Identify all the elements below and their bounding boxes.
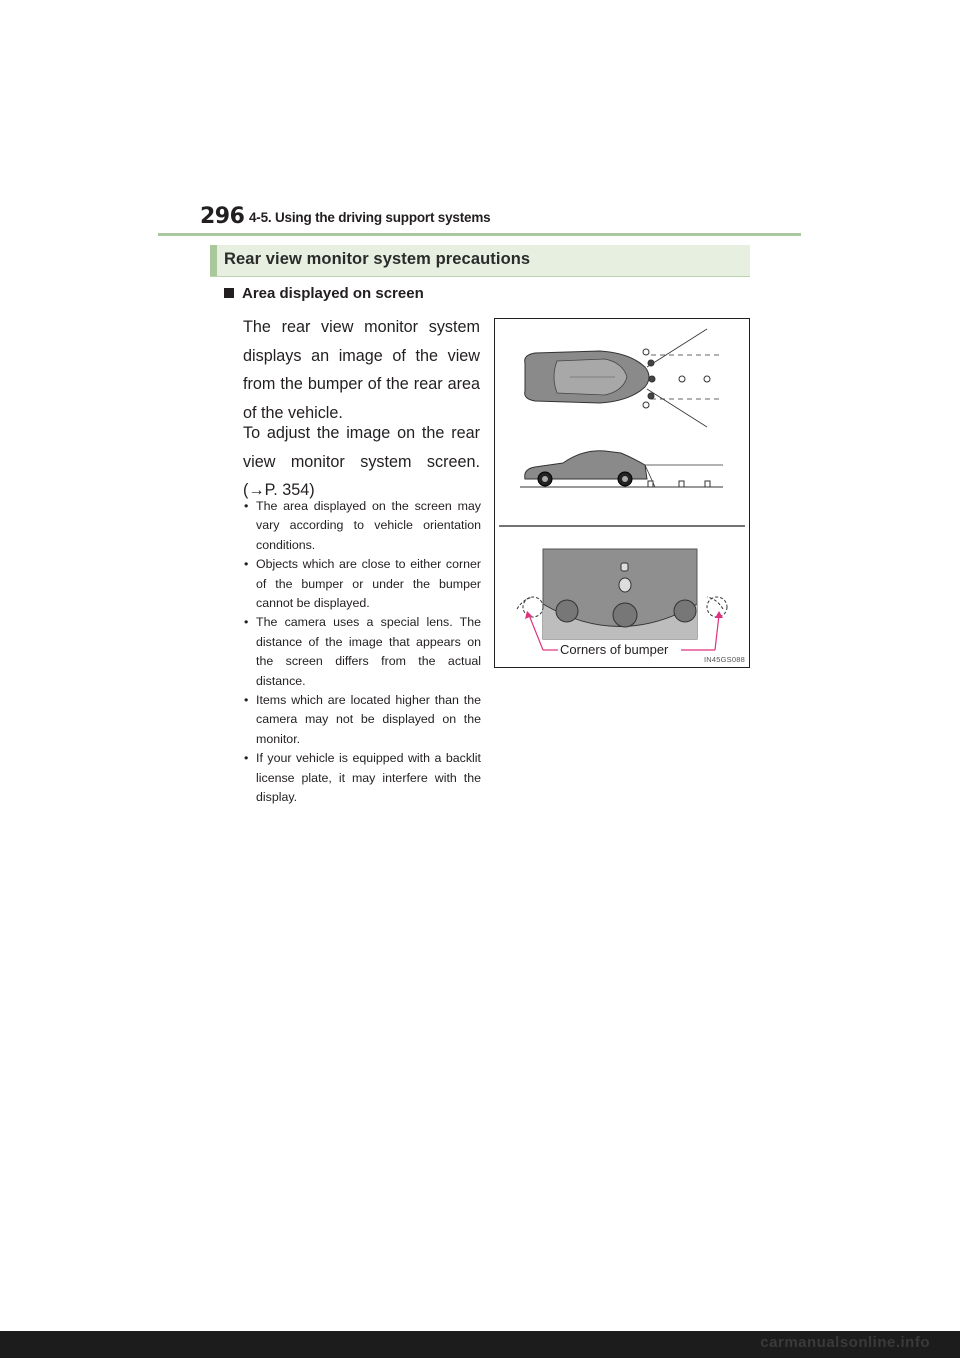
watermark-bar bbox=[0, 1331, 960, 1358]
subsection-heading-text: Area displayed on screen bbox=[242, 285, 424, 302]
list-item: • If your vehicle is equipped with a backlit license plate, it may interfere with the display. bbox=[244, 751, 481, 805]
square-bullet-icon bbox=[224, 288, 234, 298]
bullet-icon: • bbox=[244, 751, 249, 766]
bullet-icon: • bbox=[244, 499, 249, 513]
callout-corners-of-bumper: Corners of bumper bbox=[560, 642, 669, 657]
list-item: • The area displayed on the screen may vary according to vehicle orientation conditions. bbox=[244, 499, 481, 552]
bullet-icon: • bbox=[244, 615, 249, 630]
car-top-view bbox=[525, 329, 723, 427]
rear-view-figure bbox=[494, 318, 750, 668]
figure-code: IN45GS088 bbox=[704, 655, 745, 664]
banner-title: Rear view monitor system precautions bbox=[224, 250, 531, 268]
car-side-view bbox=[520, 451, 723, 487]
bullet-icon: • bbox=[244, 557, 249, 572]
watermark-text: carmanualsonline.info bbox=[760, 1334, 930, 1351]
banner-accent-bar bbox=[210, 245, 217, 276]
page-header bbox=[200, 204, 810, 236]
figure-illustration bbox=[495, 319, 749, 667]
paragraph-display-area: The rear view monitor system displays an image of the view from the bumper of the rear area of the vehicle. bbox=[243, 318, 480, 422]
list-item: • Items which are located higher than the camera may not be displayed on the monitor. bbox=[244, 693, 481, 746]
notes-list bbox=[244, 497, 481, 808]
subsection-heading bbox=[224, 285, 424, 302]
section-banner bbox=[210, 245, 750, 277]
bullet-icon: • bbox=[244, 693, 249, 708]
page-number: 296 bbox=[200, 204, 245, 229]
monitor-screen bbox=[517, 549, 727, 639]
header-rule bbox=[158, 233, 801, 236]
list-item: • The camera uses a special lens. The distance of the image that appears on the screen differs from the actual distance. bbox=[244, 615, 481, 688]
paragraph-adjust-image: To adjust the image on the rear view monitor system screen. (→P. 354) bbox=[243, 424, 480, 499]
list-item: • Objects which are close to either corner of the bumper or under the bumper cannot be displayed. bbox=[244, 557, 481, 611]
section-title: 4-5. Using the driving support systems bbox=[249, 210, 491, 225]
